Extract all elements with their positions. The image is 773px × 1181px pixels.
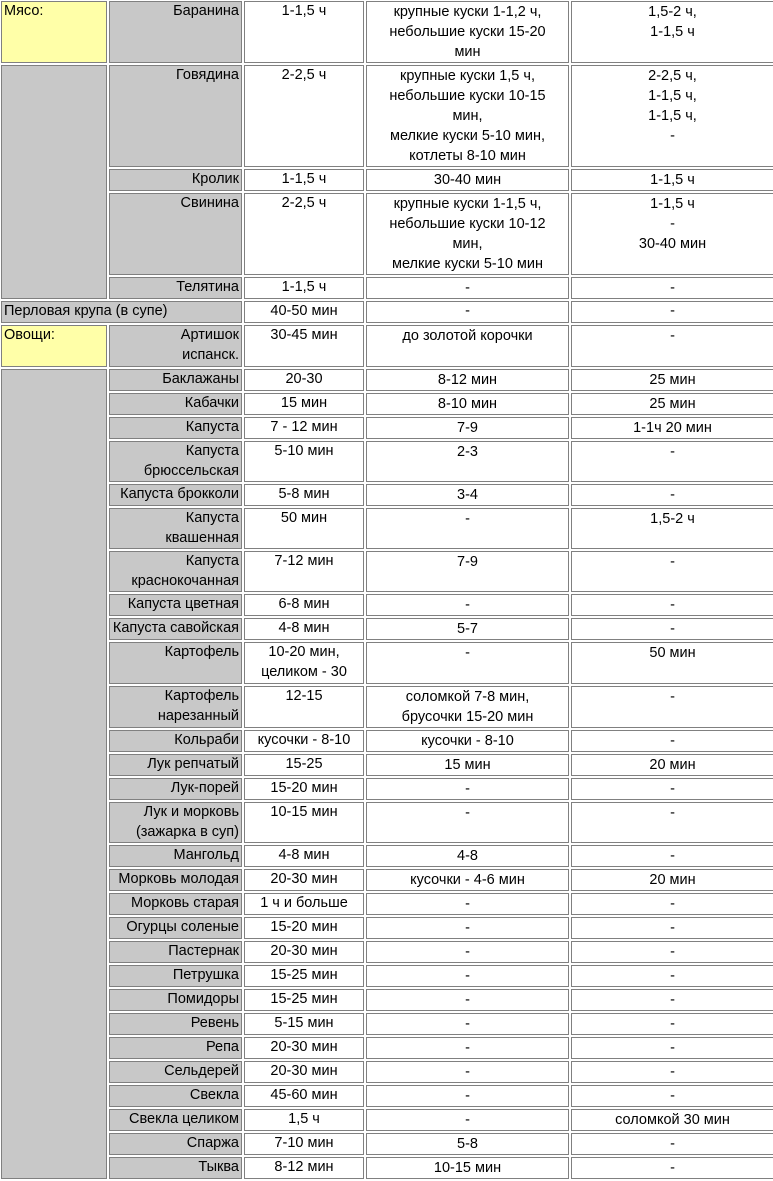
- time-cell: 45-60 мин: [244, 1085, 364, 1107]
- time-cell: 5-8 мин: [244, 484, 364, 506]
- item-label: Капуста краснокочанная: [109, 551, 242, 592]
- time-cell: 1-1,5 ч - 30-40 мин: [571, 193, 773, 275]
- item-label: Свекла: [109, 1085, 242, 1107]
- time-cell: 30-45 мин: [244, 325, 364, 367]
- time-cell: 4-8 мин: [244, 845, 364, 867]
- item-label: Капуста брюссельская: [109, 441, 242, 482]
- time-cell: -: [571, 277, 773, 299]
- table-body: [1, 1, 773, 1179]
- time-cell: -: [571, 778, 773, 800]
- time-cell: -: [366, 1061, 569, 1083]
- table-row: [1, 508, 773, 549]
- table-row: [1, 65, 773, 167]
- table-row: [1, 1061, 773, 1083]
- time-cell: 5-8: [366, 1133, 569, 1155]
- time-cell: соломкой 30 мин: [571, 1109, 773, 1131]
- table-row: [1, 730, 773, 752]
- time-cell: соломкой 7-8 мин, брусочки 15-20 мин: [366, 686, 569, 728]
- time-cell: 20-30 мин: [244, 1061, 364, 1083]
- item-label: Репа: [109, 1037, 242, 1059]
- time-cell: 50 мин: [244, 508, 364, 549]
- row-label: Перловая крупа (в супе): [1, 301, 242, 323]
- time-cell: -: [366, 941, 569, 963]
- table-row: [1, 551, 773, 592]
- time-cell: -: [571, 594, 773, 616]
- time-cell: 2-2,5 ч: [244, 65, 364, 167]
- time-cell: 12-15: [244, 686, 364, 728]
- item-label: Капуста савойская: [109, 618, 242, 640]
- time-cell: 4-8: [366, 845, 569, 867]
- item-label: Спаржа: [109, 1133, 242, 1155]
- table-row: [1, 325, 773, 367]
- item-label: Капуста: [109, 417, 242, 439]
- time-cell: 15-25 мин: [244, 989, 364, 1011]
- time-cell: 1-1,5 ч: [571, 169, 773, 191]
- time-cell: кусочки - 8-10: [366, 730, 569, 752]
- time-cell: -: [366, 778, 569, 800]
- time-cell: -: [571, 802, 773, 843]
- table-row: [1, 1, 773, 63]
- time-cell: 5-7: [366, 618, 569, 640]
- time-cell: 20-30 мин: [244, 941, 364, 963]
- time-cell: -: [366, 508, 569, 549]
- item-label: Артишок испанск.: [109, 325, 242, 367]
- time-cell: 8-12 мин: [244, 1157, 364, 1179]
- time-cell: -: [366, 642, 569, 684]
- table-row: [1, 301, 773, 323]
- item-label: Баранина: [109, 1, 242, 63]
- table-row: [1, 594, 773, 616]
- time-cell: -: [571, 1133, 773, 1155]
- table-row: [1, 441, 773, 482]
- time-cell: -: [571, 845, 773, 867]
- time-cell: 15-20 мин: [244, 778, 364, 800]
- item-label: Ревень: [109, 1013, 242, 1035]
- time-cell: -: [366, 1085, 569, 1107]
- time-cell: -: [366, 301, 569, 323]
- table-row: [1, 1157, 773, 1179]
- item-label: Картофель нарезанный: [109, 686, 242, 728]
- item-label: Телятина: [109, 277, 242, 299]
- item-label: Пастернак: [109, 941, 242, 963]
- time-cell: -: [366, 594, 569, 616]
- time-cell: 7 - 12 мин: [244, 417, 364, 439]
- time-cell: 1 ч и больше: [244, 893, 364, 915]
- item-label: Сельдерей: [109, 1061, 242, 1083]
- table-row: [1, 417, 773, 439]
- time-cell: -: [366, 1109, 569, 1131]
- time-cell: 7-10 мин: [244, 1133, 364, 1155]
- time-cell: -: [366, 893, 569, 915]
- item-label: Говядина: [109, 65, 242, 167]
- time-cell: -: [571, 686, 773, 728]
- item-label: Тыква: [109, 1157, 242, 1179]
- item-label: Морковь старая: [109, 893, 242, 915]
- time-cell: 8-12 мин: [366, 369, 569, 391]
- time-cell: 1,5 ч: [244, 1109, 364, 1131]
- time-cell: 20 мин: [571, 754, 773, 776]
- time-cell: крупные куски 1-1,2 ч, небольшие куски 15-20 мин: [366, 1, 569, 63]
- time-cell: -: [366, 989, 569, 1011]
- time-cell: 40-50 мин: [244, 301, 364, 323]
- item-label: Мангольд: [109, 845, 242, 867]
- table-row: [1, 845, 773, 867]
- time-cell: -: [571, 325, 773, 367]
- time-cell: 1,5-2 ч: [571, 508, 773, 549]
- category-label: Овощи:: [1, 325, 107, 367]
- table-row: [1, 393, 773, 415]
- time-cell: 20-30 мин: [244, 1037, 364, 1059]
- time-cell: 10-20 мин, целиком - 30: [244, 642, 364, 684]
- table-row: [1, 642, 773, 684]
- category-spacer: [1, 369, 107, 1179]
- time-cell: крупные куски 1,5 ч, небольшие куски 10-15 мин, мелкие куски 5-10 мин, котлеты 8-10 мин: [366, 65, 569, 167]
- time-cell: -: [571, 618, 773, 640]
- time-cell: -: [366, 802, 569, 843]
- time-cell: 15-25: [244, 754, 364, 776]
- time-cell: -: [571, 441, 773, 482]
- time-cell: 1-1,5 ч: [244, 277, 364, 299]
- item-label: Капуста квашенная: [109, 508, 242, 549]
- time-cell: -: [366, 277, 569, 299]
- table-row: [1, 941, 773, 963]
- time-cell: 20 мин: [571, 869, 773, 891]
- time-cell: 30-40 мин: [366, 169, 569, 191]
- item-label: Свекла целиком: [109, 1109, 242, 1131]
- time-cell: 7-9: [366, 417, 569, 439]
- time-cell: 10-15 мин: [244, 802, 364, 843]
- time-cell: -: [571, 1085, 773, 1107]
- table-row: [1, 686, 773, 728]
- table-row: [1, 193, 773, 275]
- table-row: [1, 893, 773, 915]
- time-cell: 15-25 мин: [244, 965, 364, 987]
- time-cell: 1-1,5 ч: [244, 1, 364, 63]
- time-cell: -: [571, 941, 773, 963]
- time-cell: 4-8 мин: [244, 618, 364, 640]
- time-cell: -: [571, 484, 773, 506]
- time-cell: -: [571, 1013, 773, 1035]
- time-cell: 25 мин: [571, 393, 773, 415]
- table-row: [1, 1085, 773, 1107]
- time-cell: 1-1ч 20 мин: [571, 417, 773, 439]
- time-cell: 15 мин: [366, 754, 569, 776]
- table-row: [1, 778, 773, 800]
- time-cell: -: [571, 989, 773, 1011]
- table-row: [1, 1013, 773, 1035]
- time-cell: крупные куски 1-1,5 ч, небольшие куски 10-12 мин, мелкие куски 5-10 мин: [366, 193, 569, 275]
- time-cell: -: [571, 965, 773, 987]
- item-label: Помидоры: [109, 989, 242, 1011]
- item-label: Капуста брокколи: [109, 484, 242, 506]
- time-cell: -: [571, 301, 773, 323]
- time-cell: -: [571, 893, 773, 915]
- time-cell: 1,5-2 ч, 1-1,5 ч: [571, 1, 773, 63]
- table-row: [1, 169, 773, 191]
- item-label: Петрушка: [109, 965, 242, 987]
- time-cell: 15-20 мин: [244, 917, 364, 939]
- time-cell: 2-2,5 ч: [244, 193, 364, 275]
- time-cell: 8-10 мин: [366, 393, 569, 415]
- time-cell: -: [366, 1037, 569, 1059]
- time-cell: 50 мин: [571, 642, 773, 684]
- time-cell: кусочки - 8-10: [244, 730, 364, 752]
- time-cell: -: [571, 730, 773, 752]
- time-cell: 10-15 мин: [366, 1157, 569, 1179]
- item-label: Кролик: [109, 169, 242, 191]
- item-label: Огурцы соленые: [109, 917, 242, 939]
- time-cell: 5-10 мин: [244, 441, 364, 482]
- time-cell: -: [571, 551, 773, 592]
- table-row: [1, 989, 773, 1011]
- time-cell: 15 мин: [244, 393, 364, 415]
- time-cell: 2-2,5 ч, 1-1,5 ч, 1-1,5 ч, -: [571, 65, 773, 167]
- time-cell: 3-4: [366, 484, 569, 506]
- item-label: Лук-порей: [109, 778, 242, 800]
- item-label: Баклажаны: [109, 369, 242, 391]
- time-cell: 20-30 мин: [244, 869, 364, 891]
- time-cell: 7-9: [366, 551, 569, 592]
- time-cell: -: [571, 1037, 773, 1059]
- time-cell: 1-1,5 ч: [244, 169, 364, 191]
- item-label: Кольраби: [109, 730, 242, 752]
- table-row: [1, 369, 773, 391]
- category-label: Мясо:: [1, 1, 107, 63]
- time-cell: -: [366, 1013, 569, 1035]
- time-cell: 6-8 мин: [244, 594, 364, 616]
- item-label: Лук и морковь (зажарка в суп): [109, 802, 242, 843]
- time-cell: 7-12 мин: [244, 551, 364, 592]
- time-cell: -: [571, 917, 773, 939]
- table-row: [1, 754, 773, 776]
- table-row: [1, 917, 773, 939]
- table-row: [1, 277, 773, 299]
- table-row: [1, 965, 773, 987]
- item-label: Капуста цветная: [109, 594, 242, 616]
- time-cell: -: [571, 1061, 773, 1083]
- table-row: [1, 869, 773, 891]
- time-cell: до золотой корочки: [366, 325, 569, 367]
- table-row: [1, 1133, 773, 1155]
- table-row: [1, 1109, 773, 1131]
- item-label: Кабачки: [109, 393, 242, 415]
- item-label: Морковь молодая: [109, 869, 242, 891]
- table-row: [1, 484, 773, 506]
- time-cell: кусочки - 4-6 мин: [366, 869, 569, 891]
- time-cell: 2-3: [366, 441, 569, 482]
- time-cell: -: [366, 917, 569, 939]
- time-cell: -: [571, 1157, 773, 1179]
- time-cell: 20-30: [244, 369, 364, 391]
- category-spacer: [1, 65, 107, 299]
- time-cell: -: [366, 965, 569, 987]
- time-cell: 5-15 мин: [244, 1013, 364, 1035]
- item-label: Картофель: [109, 642, 242, 684]
- time-cell: 25 мин: [571, 369, 773, 391]
- item-label: Лук репчатый: [109, 754, 242, 776]
- item-label: Свинина: [109, 193, 242, 275]
- table-row: [1, 1037, 773, 1059]
- table-row: [1, 618, 773, 640]
- table-row: [1, 802, 773, 843]
